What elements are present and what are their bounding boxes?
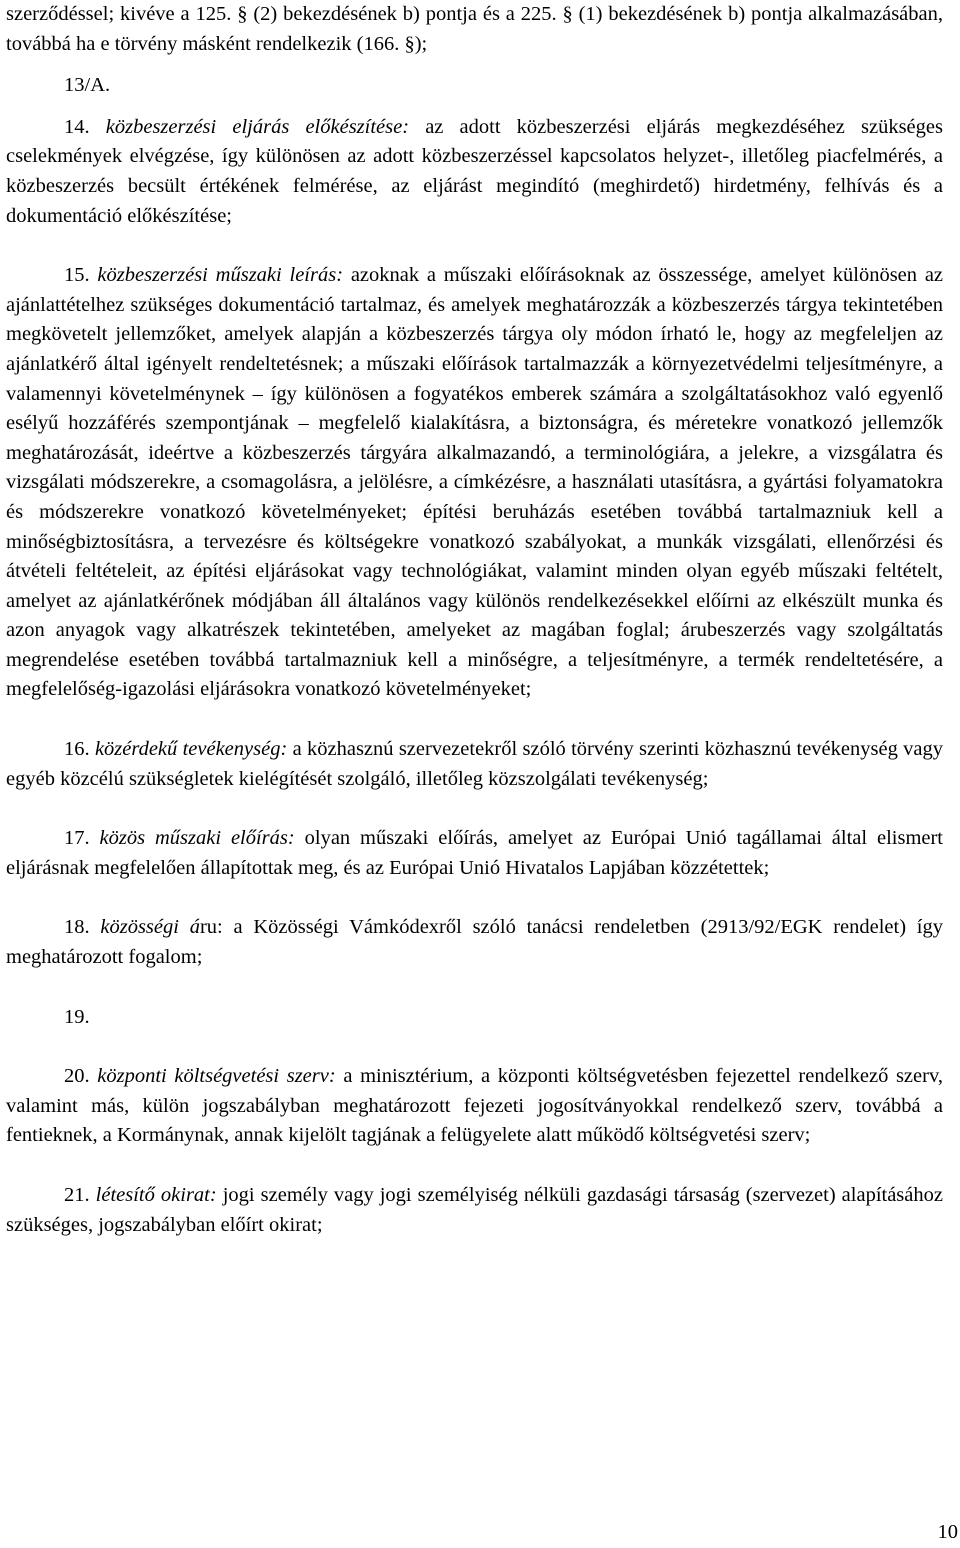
definition-item-13a [6,71,943,101]
document-page [6,0,943,1240]
item-number: 16. [64,738,90,761]
definition-item-21 [6,1181,943,1240]
definition-item-14 [6,113,943,231]
item-number: 18. [64,916,90,939]
definition-text: a közhasznú szervezetekről szóló törvény szerinti közhasznú tevékenység vagy egyéb közcélú szükségletek kielégítését szolgáló, illetőleg közszolgálati tevékenység; [6,738,943,790]
intro-paragraph: szerződéssel; kivéve a 125. § (2) bekezdésének b) pontja és a 225. § (1) bekezdésének b) pontja alkalmazásában, továbbá ha e törvény másként rendelkezik (166. §); [6,3,943,55]
definition-text: azoknak a műszaki előírásoknak az összessége, amelyet különösen az ajánlattételhez szükséges dokumentáció tartalmaz, és amelyek meghatározzák a közbeszerzés tárgya tekintetében megkövetelt jellemzőket, amelyek alapján a közbeszerzés tárgya oly módon írható le, hogy az megfeleljen az ajánlatkérő által igényelt rendeltetésnek; a műszaki előírások tartalmazzák a környezetvédelmi teljesítményre, a valamennyi követelménynek – így különösen a fogyatékos emberek számára a szolgáltatásokhoz való egyenlő esélyű hozzáférés szempontjának – megfelelő kialakításra, a biztonságra, és méretekre vonatkozó jellemzők meghatározását, ideértve a közbeszerzés tárgyára alkalmazandó, a terminológiára, a jelekre, a vizsgálatra és vizsgálati módszerekre, a csomagolásra, a jelölésre, a címkézésre, a használati utasításra, a gyártási folyamatokra és módszerekre vonatkozó követelményeket; építési beruházás esetében továbbá tartalmazniuk kell a minőségbiztosításra, a tervezésre és költségekre vonatkozó szabályokat, a munkák vizsgálati, ellenőrzési és átvételi feltételeit, az építési eljárásokat vagy technológiákat, valamint minden olyan egyéb műszaki feltételt, amelyet az ajánlatkérőnek módjában áll általános vagy különös rendelkezésekkel előírni az elkészült munka és azon anyagok vagy alkatrészek tekintetében, amelyeket az magában foglal; árubeszerzés vagy szolgáltatás megrendelése esetében továbbá tartalmazniuk kell a minőségre, a teljesítményre, a termék rendeltetésére, a megfelelőség-igazolási eljárásokra vonatkozó követelményeket; [6,264,944,701]
defined-term: közbeszerzési műszaki leírás: [97,264,344,287]
item-number: 14. [64,115,90,138]
definition-text: az adott közbeszerzési eljárás megkezdéséhez szükséges cselekmények elvégzése, így különösen az adott közbeszerzéssel kapcsolatos helyzet-, illetőleg piacfelmérés, a közbeszerzés becsült értékének felmérése, az eljárást megindító (meghirdető) hirdetmény, felhívás és a dokumentáció előkészítése; [6,115,943,227]
item-number: 21. [64,1184,90,1206]
defined-term: közösségi á [100,916,200,939]
defined-term: közérdekű tevékenység: [94,738,288,761]
defined-term: központi költségvetési szerv: [97,1065,336,1088]
item-number: 17. [64,827,90,850]
item-number: 20. [64,1065,90,1088]
item-number: 15. [64,264,90,287]
definition-text: olyan műszaki előírás, amelyet az Európai Unió tagállamai által elismert eljárásnak megfelelően állapítottak meg, és az Európai Unió Hivatalos Lapjában közzétettek; [6,827,944,879]
item-number: 13/A. [64,74,111,97]
definition-text: : a Közösségi Vámkódexről szóló tanácsi rendeletben (2913/92/EGK rendelet) így meghatározott fogalom; [6,916,944,969]
definition-item-16 [6,735,943,794]
definition-item-19 [6,1003,943,1033]
definition-text: jogi személy vagy jogi személyiség nélküli gazdasági társaság (szervezet) alapításához szükséges, jogszabályban előírt okirat; [6,1184,943,1236]
definition-item-15 [6,261,943,705]
definition-item-18 [6,913,943,972]
definition-item-20 [6,1062,943,1151]
defined-term: közbeszerzési eljárás előkészítése: [105,115,410,138]
definition-item-17 [6,824,943,883]
defined-term-tail: ru [199,916,218,939]
item-number: 19. [64,1005,90,1028]
definition-text: a minisztérium, a központi költségvetésben fejezettel rendelkező szerv, valamint más, külön jogszabályban meghatározott fejezeti jogosítványokkal rendelkező szerv, továbbá a fentieknek, a Kormánynak, annak kijelölt tagjának a felügyelete alatt működő költségvetési szerv; [6,1065,944,1147]
defined-term: létesítő okirat: [95,1184,217,1206]
defined-term: közös műszaki előírás: [99,827,295,850]
page-number: 10 [937,1521,958,1543]
